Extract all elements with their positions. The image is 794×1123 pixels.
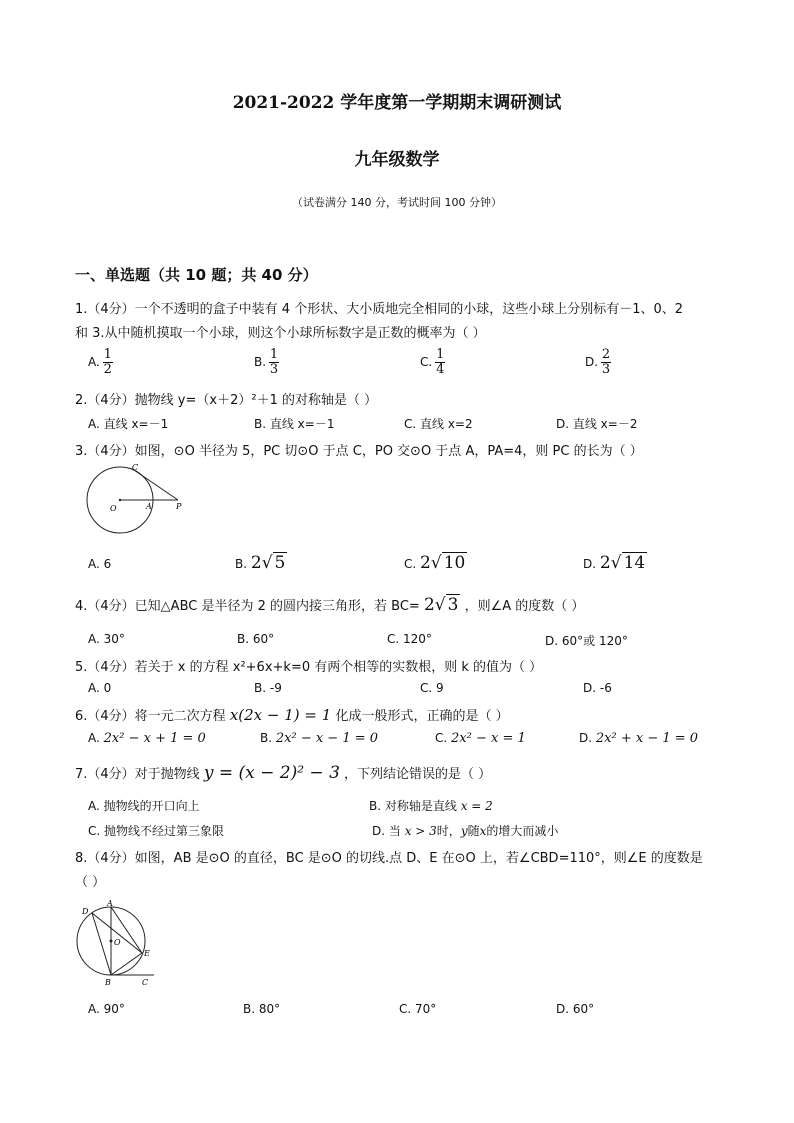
q2-option-d[interactable]: D. 直线 x=－2 [556,417,638,431]
q4-option-a[interactable]: A. 30° [88,632,125,646]
q4-option-b[interactable]: B. 60° [237,632,275,646]
q8-line-db [92,913,111,975]
q5-option-c[interactable]: C. 9 [420,681,444,695]
q8-option-a[interactable]: A. 90° [88,1002,125,1016]
q1-option-a[interactable]: A. $\frac{1}{2}$ [88,347,112,377]
q8-label-o: O [114,938,121,947]
q6-option-b[interactable]: B. 2x² − x − 1 = 0 [260,731,379,746]
q8-label-b: B [105,978,111,987]
q3-option-b[interactable]: B. 2√ 5 [235,553,286,573]
q8-line-de [92,913,142,953]
q8-label-a: A [107,899,113,908]
q8-label-c: C [142,978,149,987]
q7-option-b[interactable]: B. 对称轴是直线 x = 2 [369,799,493,813]
q7-option-d[interactable]: D. 当 x > 3时，y随x的增大而减小 [372,824,559,838]
q8-text-line2: （ ） [75,875,106,890]
q4-option-d[interactable]: D. 60°或 120° [545,634,628,648]
q1-b-numerator: 1 [269,347,279,362]
q4-text: 4.（4分）已知△ABC 是半径为 2 的圆内接三角形，若 BC= 2√ 3 ，则∠A 的度数（ ） [75,595,585,615]
q3-line-pc [134,470,178,500]
exam-note: （试卷满分 140 分，考试时间 100 分钟） [292,196,502,209]
q1-text-line1: 1.（4分）一个不透明的盒子中装有 4 个形状、大小质地完全相同的小球，这些小球上分别标有－1、0、2 [75,302,684,317]
q3-option-a[interactable]: A. 6 [88,557,112,571]
q3-label-p: P [176,502,182,511]
q6-option-d[interactable]: D. 2x² + x − 1 = 0 [579,731,699,746]
q1-option-b[interactable]: B. $\frac{1}{3}$ [254,347,279,377]
q8-option-d[interactable]: D. 60° [556,1002,595,1016]
q3-label-o: O [110,504,117,513]
q8-center-dot [110,940,113,943]
q8-label-d: D [82,907,89,916]
q8-option-b[interactable]: B. 80° [243,1002,281,1016]
q1-a-denominator: 2 [103,362,112,377]
q6-option-c[interactable]: C. 2x² − x = 1 [435,731,526,746]
q4-option-c[interactable]: C. 120° [387,632,432,646]
section-heading: 一、单选题（共 10 题；共 40 分） [75,266,318,284]
q7-equation: y = (x − 2)² − 3 [203,763,340,783]
q7-option-a[interactable]: A. 抛物线的开口向上 [88,799,200,813]
exam-subtitle: 九年级数学 [354,150,440,170]
q1-text-line2: 和 3.从中随机摸取一个小球，则这个小球所标数字是正数的概率为（ ） [75,326,486,341]
q2-option-b[interactable]: B. 直线 x=－1 [254,417,335,431]
q5-option-b[interactable]: B. -9 [254,681,282,695]
q7-option-c[interactable]: C. 抛物线不经过第三象限 [88,824,225,838]
q6-equation: x(2x − 1) = 1 [229,706,332,724]
q1-c-numerator: 1 [436,347,445,362]
q1-option-d[interactable]: D. $\frac{2}{3}$ [585,347,611,377]
q1-d-denominator: 3 [601,362,611,377]
q3-circle-tangent-figure [80,462,190,537]
q3-text: 3.（4分）如图，⊙O 半径为 5，PC 切⊙O 于点 C，PO 交⊙O 于点 A，PA=4，则 PC 的长为（ ） [75,444,643,459]
q8-circle-figure [74,897,164,989]
q1-d-numerator: 2 [601,347,611,362]
q8-text-line1: 8.（4分）如图，AB 是⊙O 的直径，BC 是⊙O 的切线.点 D、E 在⊙O 上，若∠CBD=110°，则∠E 的度数是 [75,851,703,866]
q2-option-c[interactable]: C. 直线 x=2 [404,417,473,431]
q7-text: 7.（4分）对于抛物线 y = (x − 2)² − 3 ，下列结论错误的是（ ） [75,763,492,783]
exam-title: 2021-2022 学年度第一学期期末调研测试 [232,93,562,113]
q5-option-d[interactable]: D. -6 [583,681,612,695]
q8-option-c[interactable]: C. 70° [399,1002,437,1016]
q6-option-a[interactable]: A. 2x² − x + 1 = 0 [88,731,206,746]
q3-center-dot [119,499,121,501]
q1-a-numerator: 1 [103,347,112,362]
q8-label-e: E [144,949,150,958]
q6-text: 6.（4分）将一元二次方程 x(2x − 1) = 1 化成一般形式，正确的是（ ） [75,706,509,724]
q2-option-a[interactable]: A. 直线 x=－1 [88,417,169,431]
q1-option-c[interactable]: C. $\frac{1}{4}$ [420,347,445,377]
q2-text: 2.（4分）抛物线 y=（x＋2）²＋1 的对称轴是（ ） [75,393,378,408]
q5-option-a[interactable]: A. 0 [88,681,112,695]
q3-option-d[interactable]: D. 2√ 14 [583,553,646,573]
q1-b-denominator: 3 [269,362,279,377]
q3-label-c: C [132,463,139,472]
q5-text: 5.（4分）若关于 x 的方程 x²+6x+k=0 有两个相等的实数根，则 k 的值为（ ） [75,660,543,675]
q3-option-c[interactable]: C. 2√ 10 [404,553,466,573]
q1-c-denominator: 4 [436,362,445,377]
q3-label-a: A [146,502,152,511]
